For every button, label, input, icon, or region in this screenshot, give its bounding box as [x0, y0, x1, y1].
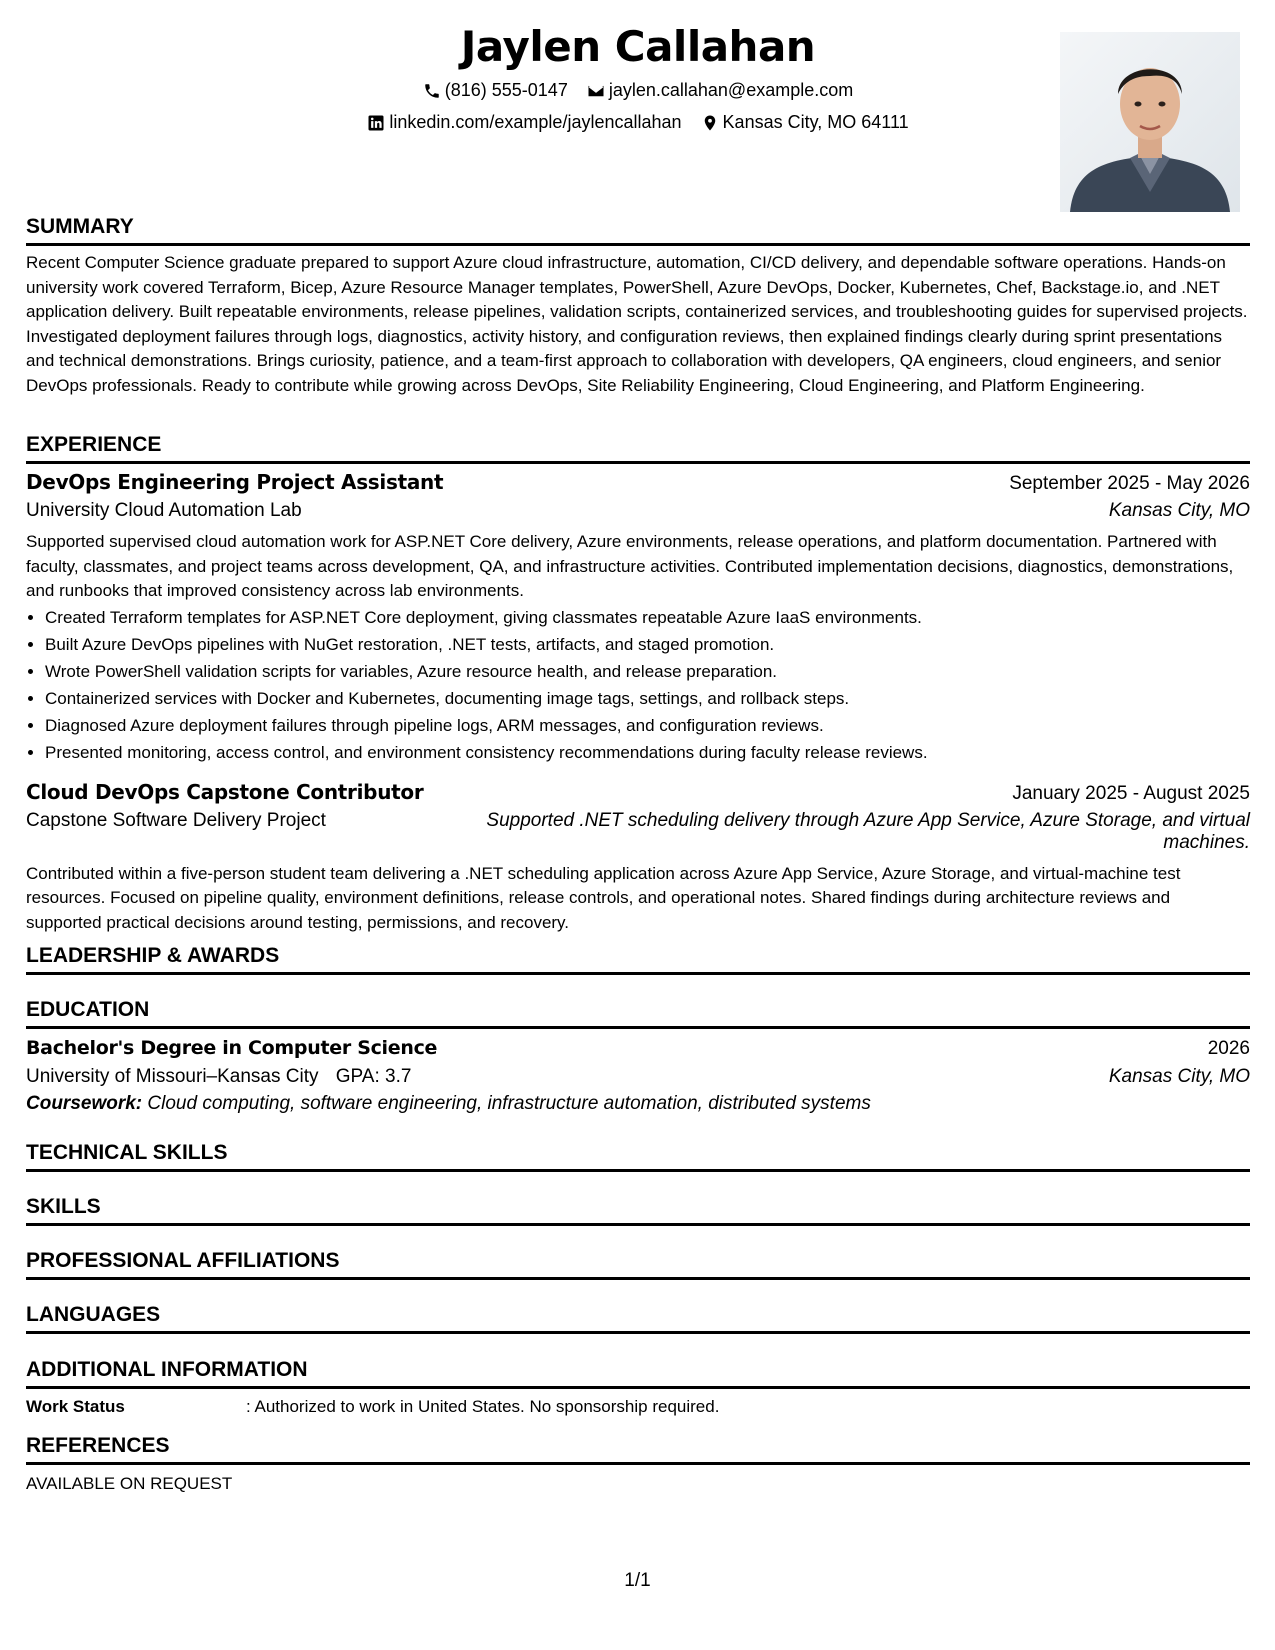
profile-photo: [1060, 32, 1240, 212]
leadership-heading: LEADERSHIP & AWARDS: [26, 943, 1250, 975]
job-entry-1: [26, 470, 1250, 766]
graduation-year: 2026: [1207, 1038, 1250, 1059]
summary-text: Recent Computer Science graduate prepared to support Azure cloud infrastructure, automation, CI/CD delivery, and dependable software operations. Hands-on university work covered Terraform, Bicep, Azure Resource Manager templates, PowerShell, Azure DevOps, Docker, Kubernetes, Chef, Backstage.io, and .NET application delivery. Built repeatable environments, release pipelines, validation scripts, containerized services, and troubleshooting guides for supervised projects. Investigated deployment failures through logs, diagnostics, activity history, and configuration reviews, then explained findings clearly during sprint presentations and technical demonstrations. Brings curiosity, patience, and a team-first approach to collaboration with developers, QA engineers, cloud engineers, and senior DevOps professionals. Ready to contribute while growing across DevOps, Site Reliability Engineering, Cloud Engineering, and Platform Engineering.: [26, 253, 1248, 395]
education-section: [26, 997, 1250, 1115]
phone-text: (816) 555-0147: [444, 80, 568, 100]
linkedin-text: linkedin.com/example/jaylencallahan: [389, 112, 682, 132]
list-item: • Presented monitoring, access control, and environment consistency recommendations during faculty release reviews.: [45, 739, 1250, 766]
map-pin-icon: [701, 114, 719, 132]
contact-linkedin[interactable]: [367, 112, 681, 133]
candidate-name: Jaylen Callahan: [460, 22, 816, 71]
affiliations-heading: PROFESSIONAL AFFILIATIONS: [26, 1248, 1250, 1280]
degree-title: Bachelor's Degree in Computer Science: [26, 1037, 438, 1059]
education-heading: EDUCATION: [26, 997, 1250, 1029]
list-item: • Containerized services with Docker and Kubernetes, documenting image tags, settings, and rollback steps.: [45, 685, 1250, 712]
work-status-row: [26, 1397, 1250, 1417]
list-item: • Built Azure DevOps pipelines with NuGet restoration, .NET tests, artifacts, and staged promotion.: [45, 631, 1250, 658]
job-title: DevOps Engineering Project Assistant: [26, 470, 444, 494]
contact-location: [701, 112, 909, 133]
job-location: Kansas City, MO: [1108, 500, 1250, 521]
languages-heading: LANGUAGES: [26, 1302, 1250, 1334]
references-heading: REFERENCES: [26, 1433, 1250, 1465]
page-number: 1/1: [624, 1570, 651, 1591]
job-description: Contributed within a five-person student team delivering a .NET scheduling application across Azure App Service, Azure Storage, and virtual-machine test resources. Focused on pipeline quality, environment definitions, release controls, and operational notes. Shared findings during architecture reviews and supported practical decisions around testing, permissions, and recovery.: [26, 863, 1181, 932]
linkedin-icon: [367, 114, 385, 132]
summary-section: [26, 214, 1250, 398]
job-dates: January 2025 - August 2025: [1012, 782, 1250, 804]
contact-email[interactable]: [587, 80, 853, 101]
location-text: Kansas City, MO 64111: [722, 112, 909, 132]
list-item: • Diagnosed Azure deployment failures through pipeline logs, ARM messages, and configuration reviews.: [45, 712, 1250, 739]
technical-skills-heading: TECHNICAL SKILLS: [26, 1140, 1250, 1172]
skills-section: [26, 1194, 1250, 1226]
job-organization: University Cloud Automation Lab: [26, 500, 302, 521]
technical-skills-section: [26, 1140, 1250, 1172]
work-status-label: Work Status: [26, 1397, 125, 1416]
job-bullets: [26, 604, 1250, 766]
job-organization: Capstone Software Delivery Project: [26, 809, 326, 831]
references-section: [26, 1433, 1250, 1494]
languages-section: [26, 1302, 1250, 1334]
summary-heading: SUMMARY: [26, 214, 1250, 246]
list-item: • Created Terraform templates for ASP.NET Core deployment, giving classmates repeatable Azure IaaS environments.: [45, 604, 1250, 631]
experience-section: [26, 432, 1250, 935]
school-name: University of Missouri–Kansas City: [26, 1066, 319, 1087]
job-dates: September 2025 - May 2026: [1009, 473, 1250, 494]
experience-heading: EXPERIENCE: [26, 432, 1250, 464]
phone-icon: [423, 82, 441, 100]
contact-phone: [423, 80, 568, 101]
references-text: AVAILABLE ON REQUEST: [26, 1474, 233, 1493]
job-title: Cloud DevOps Capstone Contributor: [26, 779, 424, 804]
leadership-section: [26, 943, 1250, 975]
email-text: jaylen.callahan@example.com: [608, 80, 854, 100]
list-item: • Wrote PowerShell validation scripts for variables, Azure resource health, and release preparation.: [45, 658, 1250, 685]
coursework-text: Cloud computing, software engineering, infrastructure automation, distributed systems: [147, 1093, 871, 1114]
job-location: Supported .NET scheduling delivery through Azure App Service, Azure Storage, and virtual machines.: [486, 809, 1250, 853]
coursework: [26, 1093, 1250, 1115]
additional-info-section: [26, 1357, 1250, 1417]
affiliations-section: [26, 1248, 1250, 1280]
work-status-value: : Authorized to work in United States. No sponsorship required.: [246, 1397, 720, 1416]
additional-info-heading: ADDITIONAL INFORMATION: [26, 1357, 1250, 1389]
skills-heading: SKILLS: [26, 1194, 1250, 1226]
envelope-icon: [587, 82, 605, 100]
gpa: GPA: 3.7: [335, 1066, 412, 1087]
job-entry-2: [26, 780, 1250, 936]
job-description: Supported supervised cloud automation work for ASP.NET Core delivery, Azure environments, release operations, and platform documentation. Partnered with faculty, classmates, and project teams across development, QA, and infrastructure activities. Contributed implementation decisions, diagnostics, demonstrations, and runbooks that improved consistency across lab environments.: [26, 532, 1234, 600]
coursework-label: Coursework:: [26, 1093, 143, 1114]
school-location: Kansas City, MO: [1108, 1066, 1250, 1087]
